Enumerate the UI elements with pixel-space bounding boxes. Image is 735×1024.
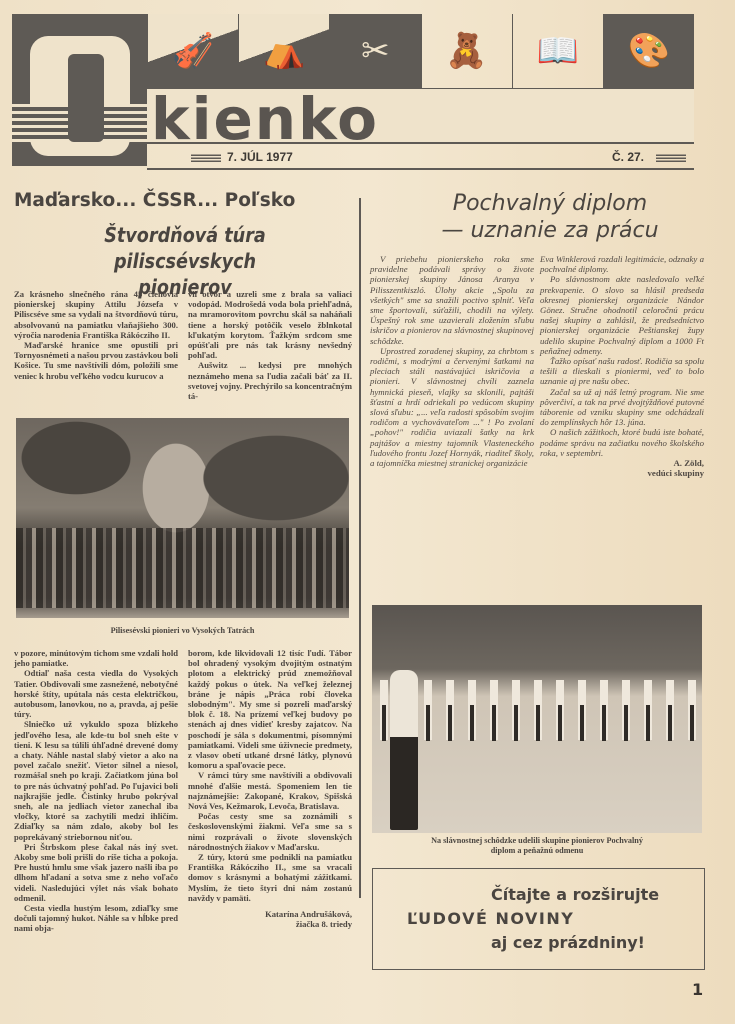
masthead-illustrations — [147, 14, 694, 88]
photo-caption: Pilisesévski pionieri vo Vysokých Tatrách — [110, 626, 255, 635]
tents-icon: ⛺ — [238, 14, 329, 88]
paragraph: V rámci túry sme navštívili a obdivovali mnohé ďalšie mestá. Spomeniem len tie najznámejšie: Zakopané, Krakov, Spišská Nová Ves, Kežmarok, Levoča, Bratislava. — [188, 770, 352, 812]
photo-pioneer-ceremony — [372, 605, 702, 833]
photo-pioneers-tatras — [16, 418, 349, 618]
column-divider — [359, 198, 361, 898]
paragraph: Pri Štrbskom plese čakal nás iný svet. Akoby sme boli prišli do ríše ticha a pokoja. Pre hustú hmlu sme však jazero našli iba po dlhom hľadaní a sotva sme z neho voľačo videli. Nasledujúci výlet nás však bohato odmenil. — [14, 841, 178, 903]
page-number: 1 — [692, 980, 704, 999]
headline-line: Pochvalný diplom — [452, 191, 648, 216]
paragraph: Aušwitz ... kedysi pre mnohých neznámeho mena sa ľudia začali báť za II. svetovej vojny. Prechýrilo sa koncentračným tá- — [188, 360, 352, 402]
rule-bars-icon — [656, 153, 686, 162]
masthead — [12, 14, 694, 166]
scissors-icon: ✂ — [329, 14, 420, 88]
paragraph: Za krásneho slnečného rána 45 členovia pionierskej skupiny Attilu Józsefa v Piliscséve sme sa vydali na štvordňovú túru, absolvovanú na pamiatku vlaňajšieho 300. výročia narodenia Františka Rákócziho II. — [14, 289, 178, 340]
paragraph: Ťažko opísať našu radosť. Rodičia sa spolu tešili a tlieskali s pioniermi, veď to bolo uznanie aj pre našu obec. — [540, 356, 704, 387]
advertisement-box — [372, 868, 705, 970]
author-role: žiačka 8. triedy — [295, 919, 352, 930]
teddy-bear-icon: 🧸 — [421, 14, 512, 88]
masthead-letter-o-hole — [68, 54, 104, 142]
left-article-bottom-col1 — [14, 648, 178, 934]
photo-pioneer-legs — [372, 705, 702, 741]
ad-line: Čítajte a rozširujte — [491, 885, 660, 904]
masthead-letter-o-overlay — [30, 36, 130, 156]
dateline — [147, 150, 694, 170]
paragraph: Cesta viedla hustým lesom, zdiaľky sme dočuli tajomný hukot. Náhle sa v hĺbke pred nami obja- — [14, 903, 178, 934]
caption-line: diplom a peňažnú odmenu — [490, 846, 584, 855]
paragraph: Maďarské hranice sme opustili pri Tornyosnémeti a našou prvou zastávkou boli Košice. Tu sme navštívili dóm, položili sme veniec k hrobu veľkého vodcu kurucov a — [14, 340, 178, 381]
paragraph: Začal sa už aj náš letný program. Nie sme pôverčiví, a tak na prvé dvojtýždňové putovné táborenie od vzniku skupiny sme odchádzali do zemplínskych hôr 13. júna. — [540, 386, 704, 428]
paragraph: Slniečko už vykuklo spoza blízkeho jedľového lesa, ale kde-tu bol sneh ešte v tieni. K lesu sa túlili úhľadné drevené domy a chaty. Náhle nastal slabý vietor a ako na povel začalo snežiť. Vietor silnel a niesol, rozmášal sneh po kraji. Začiatkom júna bol to pre nás úchvatný pohľad. Po ľujavici boli najkrajšie jedle. Čistinky hrubo pokrýval sneh, ale na jedliach vietor zanechal iba vločky, ktoré sa zachytili medzi ihličím. Zdiaľky sa nám zdalo, akoby bol les poprekávaný striebornou niťou. — [14, 719, 178, 842]
left-article-top-col1 — [14, 289, 178, 381]
paragraph: O našich zážitkoch, ktoré budú iste bohaté, podáme správu na začiatku nového školského roka, v septembri. — [540, 427, 704, 458]
paragraph: Počas cesty sme sa zoznámili s československými žiakmi. Veľa sme sa s nimi rozprávali o živote slovenských národnostných žiakov v Maďarsku. — [188, 811, 352, 852]
open-book-icon: 📖 — [512, 14, 603, 88]
photo-caption — [372, 836, 702, 856]
headline-line: — uznanie za prácu — [441, 218, 659, 243]
author-name: A. Zöld, — [673, 458, 704, 469]
paragraph: Po slávnostnom akte nasledovalo veľké prekvapenie. O slovo sa hlásil predseda okresnej pionierskej organizácie Nándor Gönez. Stručne ohodnotil celoročnú prácu našej skupiny a zahlásil, že predsedníctvo pionierskej organizácie Peštianskej župy udelilo skupine Pochvalný diplom a 1000 Ft peňažnej odmeny. — [540, 274, 704, 356]
masthead-title: kienko — [151, 85, 379, 153]
left-article-bottom-col2 — [188, 648, 352, 929]
paragraph: v pozore, minútovým tichom sme vzdali hold jeho pamiatke. — [14, 648, 178, 669]
left-article-kicker: Maďarsko... ČSSR... Poľsko — [14, 190, 296, 211]
rule-bars-icon — [191, 153, 221, 162]
paragraph: V priebehu pionierskeho roka sme pravidelne podávali správy o živote pionierskej skupiny Jánosa Aranya v Pilisszentkiszló. Úlohy akcie „Spolu za všetkých" sme sa snažili poctivo splniť. Veľa sme športovali, súťažili, chodili na výlety. Úspešný rok sme uzavierali zložením sľubu iskričov a pionierov na slávnostnej skupinovej schôdzke. — [370, 254, 534, 346]
violin-icon: 🎻 — [147, 14, 238, 88]
paragraph: Odtiaľ naša cesta viedla do Vysokých Tatier. Obdivovali sme zasnežené, nebotyčné horské štíty, upútala nás cesta električkou, autobusom, lanovkou, no a, pravda, aj pešie túry. — [14, 668, 178, 720]
photo-leader-figure — [390, 670, 418, 830]
author-role: vedúci skupiny — [647, 468, 704, 479]
author-name: Katarína Andrušáková, — [265, 909, 352, 920]
masthead-letter-o-block — [12, 14, 147, 166]
paragraph: Eva Winklerová rozdali legitimácie, odznaky a pochvalné diplomy. — [540, 254, 704, 275]
masthead-title-band — [147, 85, 694, 153]
photo-crowd — [16, 528, 349, 608]
left-article-headline: Štvordňová túra piliscsévskych pionierov — [104, 223, 266, 299]
palette-icon: 🎨 — [603, 14, 694, 88]
right-article-headline — [400, 190, 700, 244]
paragraph: Uprostred zoradenej skupiny, za chrbtom s rodičmi, s modrými a červenými šatkami na pleciach stáli nastávajúci iskričovia a pionieri. V slávnostnej chvíli zaznela hymnická pieseň, vlajky sa sklonili, pajtáši šťastní a hrdí odriekali po vedúcom skupiny slová sľubu: „... veľa radosti spôsobím svojim rodičom a vychovávateľom ..." ! Po zvolaní „pohov!" rodičia uviazali šatky na krk pajtášov a miestny tajomník Vlasteneckého ľudového frontu Jozef Hornyák, riaditeľ školy, a tajomníčka miestnej stranickej organizácie — [370, 345, 534, 469]
paragraph: vil otvor a uzreli sme z brala sa valiaci vodopád. Modrošedá voda bola priehľadná, na mramorovitom povrchu skál sa naháňali tiene a horský potôčik veselo žblnkotal kľukatým korytom. Ťažkým srdcom sme opúšťali pre nás tak krásny nevšedný pohľad. — [188, 289, 352, 361]
issue-number: Č. 27. — [611, 150, 644, 164]
ad-line: aj cez prázdniny! — [491, 933, 645, 952]
paragraph: Z túry, ktorú sme podnikli na pamiatku Františka Rákócziho II., sme sa vracali domov s krásnymi a bohatými zážitkami. Myslím, že tieto štyri dni nám zostanú navždy v pamäti. — [188, 852, 352, 903]
right-article-col1 — [370, 254, 534, 468]
left-article-top-col2 — [188, 289, 352, 401]
issue-date: 7. JÚL 1977 — [227, 150, 293, 164]
caption-line: Na slávnostnej schôdzke udelili skupine pionierov Pochvalný — [431, 836, 643, 845]
paragraph: borom, kde likvidovali 12 tisíc ľudí. Tábor bol ohradený vysokým dvojitým ostnatým plotom a elektrický prúd znemožňoval každý pokus o útek. Na veľkej železnej bráne je nápis „Práca robí človeka slobodným". My sme si pozreli maďarský blok č. 18. Na prízemí veľkej budovy po stenách aj dnes vidieť kresby zajatcov. Na poschodí je sála s dokumentmi, písomnými pamiatkami. Videli sme úživnecie predmety, z vlasov obetí utkané drsné látky, plynovú komoru a spaľovacie pece. — [188, 648, 352, 771]
right-article-col2 — [540, 254, 704, 478]
ad-newspaper-name: ĽUDOVÉ NOVINY — [407, 909, 575, 928]
